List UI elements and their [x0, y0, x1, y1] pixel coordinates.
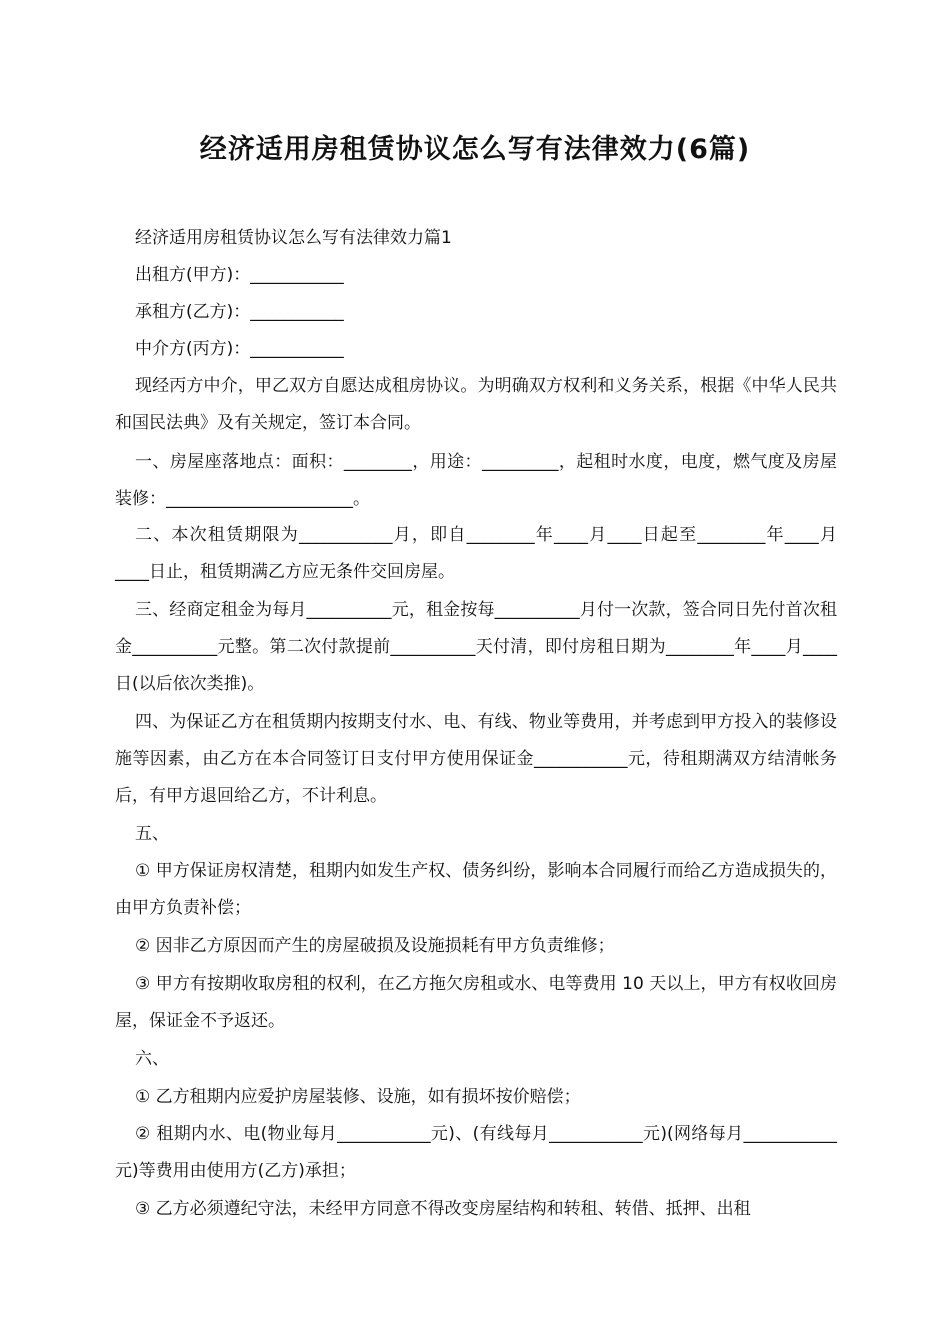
clause-2: 二、本次租赁期限为___________月，即自________年____月____日起至________年____月____日止，租赁期满乙方应无条件交回房屋。: [115, 525, 837, 582]
agent-field: 中介方(丙方)：___________: [135, 339, 344, 359]
clause-6-item-1: ① 乙方租期内应爱护房屋装修、设施，如有损坏按价赔偿；: [135, 1087, 581, 1107]
clause-5-heading: 五、: [135, 824, 169, 844]
clause-5-item-3: ③ 甲方有按期收取房租的权利，在乙方拖欠房租或水、电等费用 10 天以上，甲方有权收回房屋，保证金不予返还。: [115, 974, 837, 1031]
clause-4: 四、为保证乙方在租赁期内按期支付水、电、有线、物业等费用，并考虑到甲方投入的装修设施等因素，由乙方在本合同签订日支付甲方使用保证金___________元，待租期满双方结清帐务后，有甲方退回给乙方，不计利息。: [115, 712, 837, 806]
clause-5-item-1: ① 甲方保证房权清楚，租期内如发生产权、债务纠纷，影响本合同履行而给乙方造成损失的，由甲方负责补偿；: [115, 861, 837, 918]
intro-paragraph: 现经丙方中介，甲乙双方自愿达成租房协议。为明确双方权利和义务关系，根据《中华人民共和国民法典》及有关规定，签订本合同。: [115, 376, 837, 433]
clause-3: 三、经商定租金为每月__________元，租金按每__________月付一次款，签合同日先付首次租金__________元整。第二次付款提前__________天付清，即付房租日期为________年____月____日(以后依次类推)。: [115, 600, 837, 694]
clause-6-item-2: ② 租期内水、电(物业每月___________元)、(有线每月___________元)(网络每月___________元)等费用由使用方(乙方)承担；: [115, 1124, 837, 1181]
clause-5-item-2: ② 因非乙方原因而产生的房屋破损及设施损耗有甲方负责维修；: [135, 936, 615, 956]
lessee-field: 承租方(乙方)：___________: [135, 302, 344, 322]
clause-1: 一、房屋座落地点：面积：________，用途：_________，起租时水度，电度，燃气度及房屋装修：______________________。: [115, 452, 837, 509]
section-heading: 经济适用房租赁协议怎么写有法律效力篇1: [135, 228, 452, 248]
lessor-field: 出租方(甲方)：___________: [135, 265, 344, 285]
clause-6-heading: 六、: [135, 1049, 169, 1069]
document-title: 经济适用房租赁协议怎么写有法律效力(6篇): [199, 134, 751, 165]
clause-6-item-3: ③ 乙方必须遵纪守法，未经甲方同意不得改变房屋结构和转租、转借、抵押、出租: [135, 1199, 751, 1219]
